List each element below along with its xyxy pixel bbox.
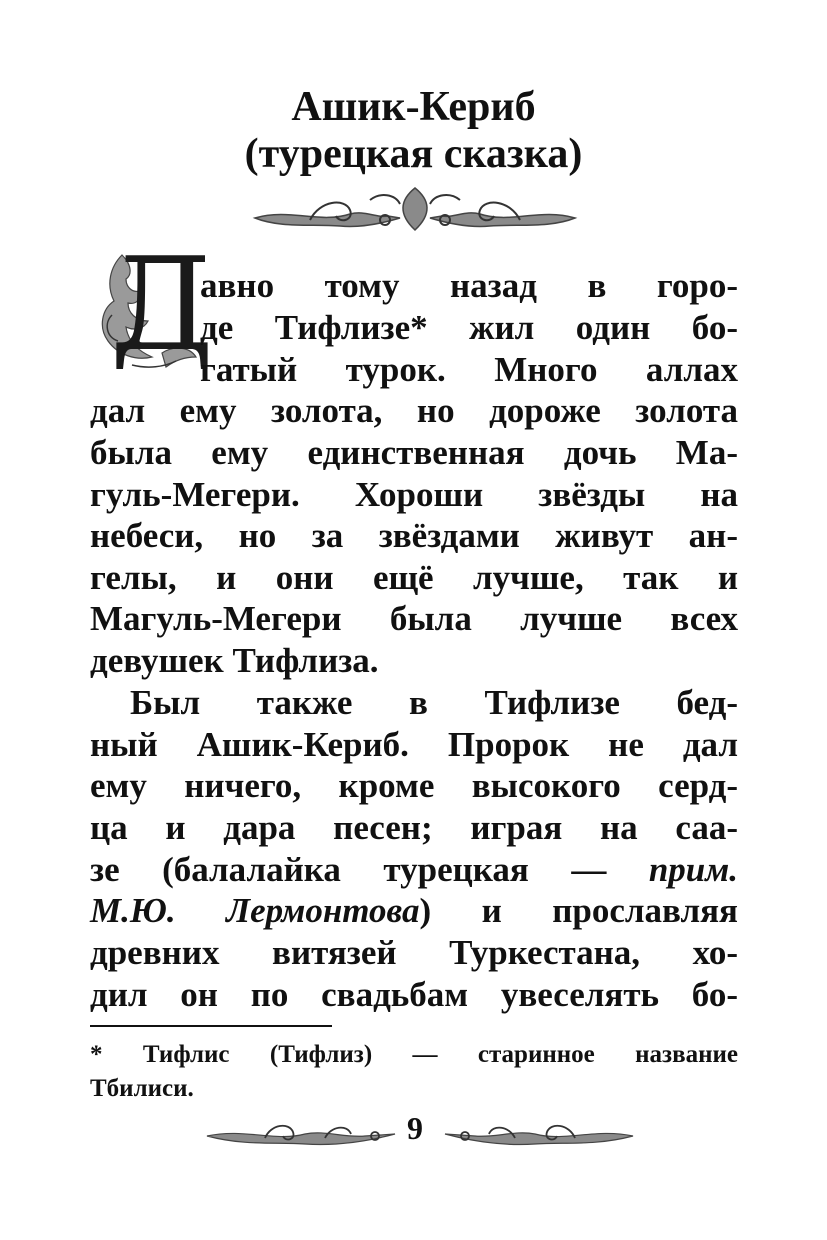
text-line: гуль-Мегери. Хороши звёзды на	[90, 475, 738, 514]
text-line: дил он по свадьбам увеселять бо-	[90, 975, 738, 1014]
footnote-text: * Тифлис (Тифлиз) — старинное название	[90, 1041, 738, 1068]
floral-scroll-ornament-icon	[250, 180, 580, 240]
text-line: авно тому назад в горо-	[200, 266, 738, 305]
text-line	[90, 893, 738, 928]
text-line: древних витязей Туркестана, хо-	[90, 933, 738, 972]
text-line: ца и дара песен; играя на саа-	[90, 808, 738, 847]
page-title: Ашик-Кериб	[291, 84, 536, 130]
text-line: небеси, но за звёздами живут ан-	[90, 516, 738, 555]
text-line: ный Ашик-Кериб. Пророк не дал	[90, 725, 738, 764]
text-line: де Тифлизе* жил один бо-	[200, 308, 738, 347]
text-run: зе (балалайка турецкая —	[90, 850, 649, 889]
text-line: была ему единственная дочь Ма-	[90, 433, 738, 472]
text-line: Магуль-Мегери была лучше всех	[90, 599, 738, 638]
text-line: дал ему золота, но дороже золота	[90, 391, 738, 430]
text-line: гатый турок. Много аллах	[200, 350, 738, 389]
text-line	[90, 852, 738, 887]
text-line: гелы, и они ещё лучше, так и	[90, 558, 738, 597]
text-line: ему ничего, кроме высокого серд-	[90, 766, 738, 805]
floral-scroll-ornament-icon	[435, 1112, 635, 1152]
text-line: Был также в Тифлизе бед-	[130, 683, 738, 722]
footnote-text: Тбилиси.	[90, 1075, 194, 1102]
floral-scroll-ornament-icon	[205, 1112, 400, 1152]
text-line: девушек Тифлиза.	[90, 641, 379, 680]
drop-cap-letter: Д	[110, 231, 215, 380]
page-number: 9	[407, 1110, 423, 1146]
footnote-divider	[90, 1025, 332, 1027]
italic-author: М.Ю. Лермонтова	[90, 891, 420, 930]
italic-note: прим.	[648, 850, 738, 889]
page-subtitle: (турецкая сказка)	[244, 131, 583, 177]
text-run: ) и прославляя	[419, 891, 738, 930]
